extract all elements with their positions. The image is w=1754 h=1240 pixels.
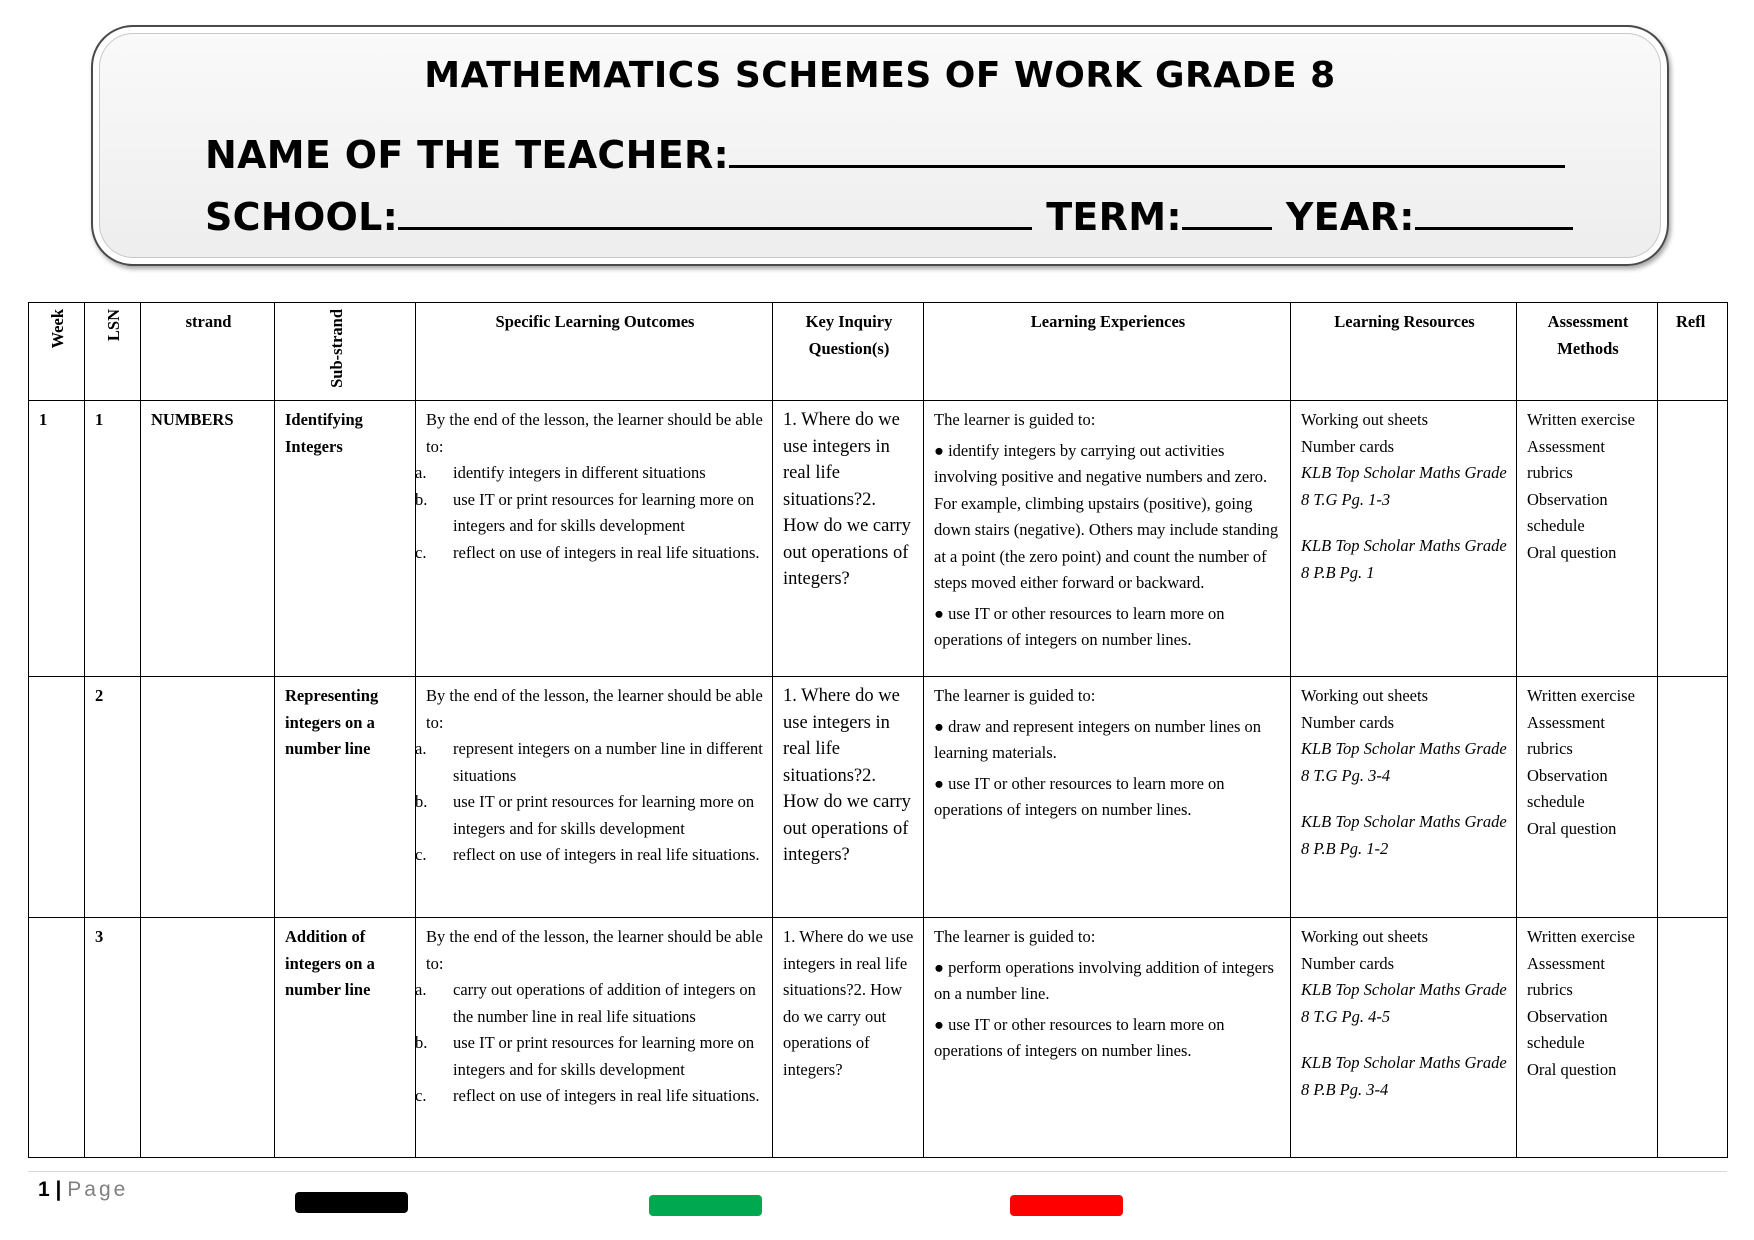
footer-divider (28, 1171, 1727, 1172)
school-term-year-line (205, 193, 1573, 239)
header-lsn: LSN (85, 303, 141, 401)
outcomes-cell (416, 401, 773, 677)
sub-strand-cell: Addition of integers on a number line (275, 918, 416, 1158)
resource-item: Number cards (1301, 953, 1395, 973)
header-assessment: Assessment Methods (1517, 303, 1658, 401)
outcomes-intro: By the end of the lesson, the learner should be able to: (426, 686, 763, 732)
resource-item: Working out sheets (1301, 927, 1428, 947)
resources-cell (1291, 677, 1517, 918)
resource-item: KLB Top Scholar Maths Grade 8 P.B Pg. 1 (1301, 536, 1507, 582)
assessment-cell (1517, 401, 1658, 677)
document-title: MATHEMATICS SCHEMES OF WORK GRADE 8 (424, 55, 1336, 96)
assessment-item: Assessment rubrics (1527, 953, 1605, 1000)
strand-cell (141, 677, 275, 918)
experiences-intro: The learner is guided to: (934, 686, 1096, 706)
header-week: Week (29, 303, 85, 401)
key-inquiry-cell: 1. Where do we use integers in real life situations?2. How do we carry out operations of integers? (773, 401, 924, 677)
bullet-icon: ● (934, 716, 949, 736)
year-label: YEAR: (1285, 195, 1415, 239)
flag-stripe-red (1010, 1195, 1123, 1216)
list-item: ● identify integers by carrying out activities involving positive and negative numbers and zero. For example, climbing upstairs (positive), going down stairs (negative). Others may include standing at a point (the zero point) and count the number of steps moved either forward or backward. (934, 440, 1279, 593)
resource-item: Number cards (1301, 436, 1395, 456)
list-item: a. identify integers in different situations (415, 463, 706, 483)
header-strand: strand (141, 303, 275, 401)
resource-item: KLB Top Scholar Maths Grade 8 P.B Pg. 1-2 (1301, 812, 1507, 858)
teacher-label: NAME OF THE TEACHER: (205, 133, 730, 177)
header-key-inquiry: Key Inquiry Question(s) (773, 303, 924, 401)
sub-strand-cell: Representing integers on a number line (275, 677, 416, 918)
table-row (29, 401, 1728, 677)
experiences-intro: The learner is guided to: (934, 927, 1096, 947)
resources-cell (1291, 918, 1517, 1158)
header-outcomes: Specific Learning Outcomes (416, 303, 773, 401)
list-item: ● draw and represent integers on number lines on learning materials. (934, 716, 1262, 763)
header-box (91, 25, 1669, 266)
resource-item: Working out sheets (1301, 410, 1428, 430)
list-item: b. use IT or print resources for learning more on integers and for skills development (415, 792, 755, 838)
experiences-cell (924, 677, 1291, 918)
week-cell (29, 918, 85, 1158)
assessment-item: Assessment rubrics (1527, 712, 1605, 759)
outcomes-intro: By the end of the lesson, the learner should be able to: (426, 410, 763, 456)
bullet-icon: ● (934, 957, 949, 977)
assessment-item: Observation schedule (1527, 489, 1608, 536)
school-blank (398, 193, 1032, 230)
strand-cell: NUMBERS (141, 401, 275, 677)
teacher-name-blank (729, 131, 1565, 168)
schemes-of-work-table (28, 302, 1728, 1158)
outcomes-intro: By the end of the lesson, the learner should be able to: (426, 927, 763, 973)
key-inquiry-cell: 1. Where do we use integers in real life situations?2. How do we carry out operations of integers? (773, 677, 924, 918)
header-reflection: Refl (1658, 303, 1728, 401)
week-cell: 1 (29, 401, 85, 677)
list-item: a. carry out operations of addition of integers on the number line in real life situations (415, 980, 756, 1026)
assessment-item: Observation schedule (1527, 1006, 1608, 1053)
assessment-item: Written exercise (1527, 410, 1635, 430)
outcomes-list (415, 977, 764, 1110)
reflection-cell (1658, 918, 1728, 1158)
header-resources: Learning Resources (1291, 303, 1517, 401)
header-sub-strand: Sub-strand (275, 303, 416, 401)
bullet-icon: ● (934, 773, 949, 793)
lsn-cell: 2 (85, 677, 141, 918)
bullet-icon: ● (934, 603, 949, 623)
key-inquiry-cell: 1. Where do we use integers in real life situations?2. How do we carry out operations of integers? (773, 918, 924, 1158)
assessment-cell (1517, 918, 1658, 1158)
experiences-cell (924, 401, 1291, 677)
flag-stripe-black (295, 1192, 408, 1213)
resource-item: Working out sheets (1301, 686, 1428, 706)
table-header-row (29, 303, 1728, 401)
flag-stripe-green (649, 1195, 762, 1216)
list-item: b. use IT or print resources for learning more on integers and for skills development (415, 489, 755, 536)
assessment-item: Written exercise (1527, 927, 1635, 947)
assessment-item: Oral question (1527, 542, 1617, 562)
page-footer (38, 1178, 128, 1202)
term-label: TERM: (1046, 195, 1182, 239)
list-item: b. use IT or print resources for learning more on integers and for skills development (415, 1033, 755, 1079)
assessment-cell (1517, 677, 1658, 918)
outcomes-list (415, 736, 764, 869)
list-item: ● perform operations involving addition of integers on a number line. (934, 957, 1274, 1004)
assessment-item: Observation schedule (1527, 765, 1608, 812)
outcomes-list (415, 460, 764, 566)
page-label: Page (67, 1178, 129, 1201)
assessment-item: Oral question (1527, 818, 1617, 838)
table-row (29, 918, 1728, 1158)
list-item: c. reflect on use of integers in real life situations. (415, 542, 760, 562)
resource-item: Number cards (1301, 712, 1395, 732)
page-number: 1 (38, 1178, 50, 1201)
list-item: ● use IT or other resources to learn more on operations of integers on number lines. (934, 603, 1225, 650)
term-blank (1182, 193, 1272, 230)
assessment-item: Written exercise (1527, 686, 1635, 706)
table-row (29, 677, 1728, 918)
list-item: c. reflect on use of integers in real life situations. (415, 1086, 760, 1106)
bullet-icon: ● (934, 1014, 949, 1034)
year-blank (1415, 193, 1573, 230)
lsn-cell: 1 (85, 401, 141, 677)
reflection-cell (1658, 401, 1728, 677)
assessment-item: Assessment rubrics (1527, 436, 1605, 483)
outcomes-cell (416, 918, 773, 1158)
list-item: c. reflect on use of integers in real life situations. (415, 845, 760, 865)
page-separator: | (55, 1178, 62, 1201)
list-item: a. represent integers on a number line in different situations (415, 739, 763, 785)
header-experiences: Learning Experiences (924, 303, 1291, 401)
experiences-intro: The learner is guided to: (934, 410, 1096, 430)
week-cell (29, 677, 85, 918)
experiences-cell (924, 918, 1291, 1158)
sub-strand-cell: Identifying Integers (275, 401, 416, 677)
list-item: ● use IT or other resources to learn more on operations of integers on number lines. (934, 1014, 1225, 1061)
resource-item: KLB Top Scholar Maths Grade 8 T.G Pg. 3-4 (1301, 739, 1507, 785)
strand-cell (141, 918, 275, 1158)
lsn-cell: 3 (85, 918, 141, 1158)
resources-cell (1291, 401, 1517, 677)
assessment-item: Oral question (1527, 1059, 1617, 1079)
resource-item: KLB Top Scholar Maths Grade 8 T.G Pg. 4-5 (1301, 980, 1507, 1026)
bullet-icon: ● (934, 440, 949, 460)
school-label: SCHOOL: (205, 195, 399, 239)
teacher-name-line (205, 131, 1565, 177)
resource-item: KLB Top Scholar Maths Grade 8 T.G Pg. 1-3 (1301, 463, 1507, 509)
list-item: ● use IT or other resources to learn more on operations of integers on number lines. (934, 773, 1225, 820)
reflection-cell (1658, 677, 1728, 918)
resource-item: KLB Top Scholar Maths Grade 8 P.B Pg. 3-4 (1301, 1053, 1507, 1099)
outcomes-cell (416, 677, 773, 918)
